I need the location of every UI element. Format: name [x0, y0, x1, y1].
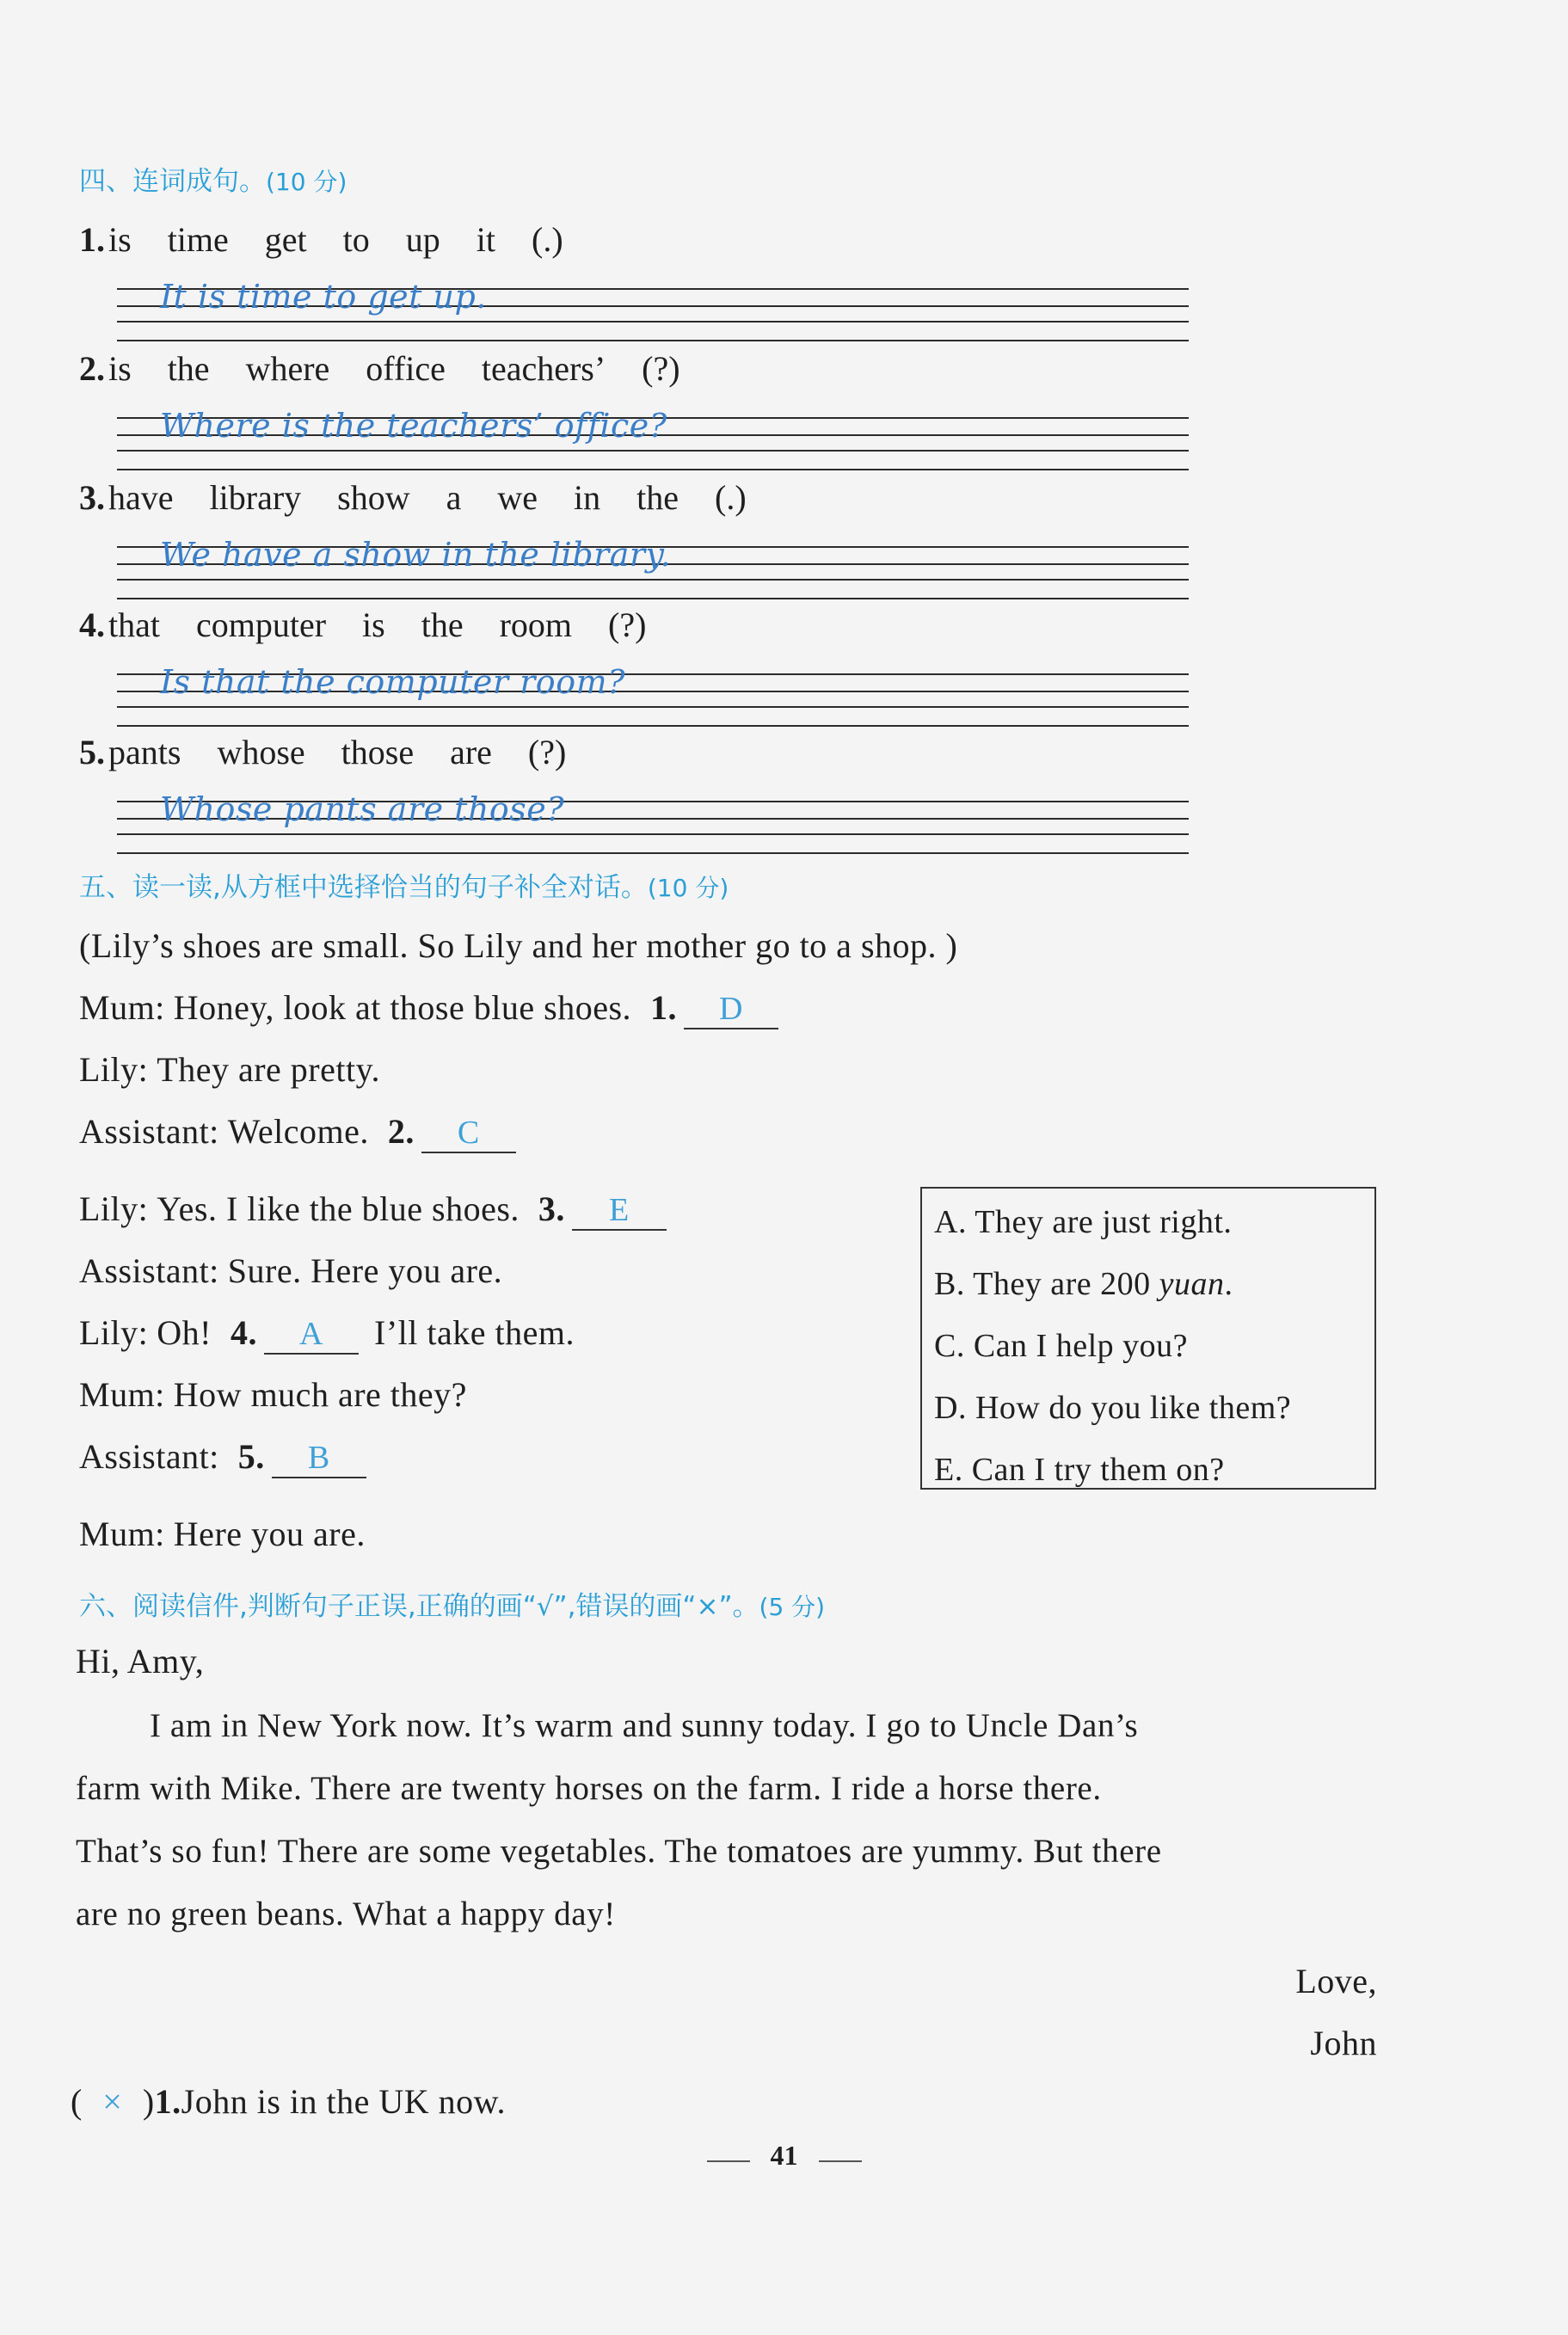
section5-intro: (Lily’s shoes are small. So Lily and her mother go to a shop. ) [79, 926, 958, 965]
answer-blank[interactable]: E [572, 1195, 667, 1231]
scramble-item-4 [79, 605, 646, 645]
speaker: Lily: [79, 1313, 149, 1352]
scramble-word: library [209, 478, 302, 517]
scramble-word: office [366, 349, 446, 388]
option-d: D. How do you like them? [934, 1390, 1292, 1426]
scramble-word: in [574, 478, 601, 517]
letter-line-3: That’s so fun! There are some vegetables. The tomatoes are yummy. But there [76, 1833, 1162, 1870]
section6-heading [79, 1584, 825, 1623]
footer-dash-left [707, 2160, 750, 2162]
scramble-word: whose [217, 733, 305, 771]
handwritten-answer: Is that the computer room? [160, 663, 625, 701]
section5-points: (10 分) [647, 874, 729, 902]
dialogue-text: Honey, look at those blue shoes. [173, 988, 632, 1027]
dialogue-text: Here you are. [173, 1515, 366, 1553]
item-number: 2. [79, 349, 105, 388]
option-e: E. Can I try them on? [934, 1452, 1225, 1488]
dialogue-line [79, 1514, 366, 1554]
dialogue-text-after: I’ll take them. [374, 1313, 575, 1352]
answer-lines-5[interactable] [117, 790, 1189, 856]
scramble-word: up [405, 220, 440, 259]
option-c: C. Can I help you? [934, 1328, 1189, 1364]
speaker: Assistant: [79, 1251, 219, 1290]
dialogue-line [79, 1250, 502, 1291]
scramble-word: the [636, 478, 679, 517]
handwritten-answer: We have a show in the library. [160, 536, 672, 574]
scramble-word: that [108, 605, 160, 644]
letter-closing: Love, [1295, 1962, 1377, 2000]
scramble-item-2 [79, 348, 680, 389]
dialogue-text: Welcome. [227, 1112, 369, 1151]
speaker: Mum: [79, 1515, 165, 1553]
page-number: 41 [770, 2140, 798, 2171]
answer-blank[interactable]: B [272, 1442, 366, 1478]
scramble-word: to [342, 220, 370, 259]
answer-lines-4[interactable] [117, 663, 1189, 728]
scramble-word: pants [108, 733, 181, 771]
scramble-word: show [337, 478, 410, 517]
handwritten-answer: Whose pants are those? [160, 790, 565, 828]
scramble-word: have [108, 478, 174, 517]
answer-lines-1[interactable] [117, 278, 1189, 343]
section4-title: 四、连词成句。 [79, 166, 266, 197]
dialogue-line [79, 987, 778, 1029]
scramble-word: is [362, 605, 385, 644]
scramble-word: the [421, 605, 464, 644]
dialogue-line [79, 1049, 380, 1090]
judge-text: John is in the UK now. [181, 2082, 506, 2121]
section4-points: (10 分) [266, 168, 347, 196]
scramble-word: (?) [642, 349, 680, 388]
scramble-word: we [497, 478, 538, 517]
scramble-word: is [108, 220, 132, 259]
section6-points: (5 分) [759, 1593, 826, 1621]
letter-line-2: farm with Mike. There are twenty horses on the farm. I ride a horse there. [76, 1770, 1102, 1807]
scramble-word: (?) [608, 605, 647, 644]
scramble-word: time [167, 220, 229, 259]
dialogue-line [79, 1189, 667, 1231]
paren-close: ) [142, 2082, 155, 2121]
scramble-word: a [446, 478, 462, 517]
speaker: Mum: [79, 1375, 165, 1414]
blank-number: 5. [237, 1437, 265, 1476]
scramble-word: computer [195, 605, 327, 644]
scramble-word: is [108, 349, 132, 388]
answer-blank[interactable]: A [264, 1318, 359, 1355]
speaker: Lily: [79, 1050, 149, 1089]
speaker: Lily: [79, 1189, 149, 1228]
scramble-word: (.) [715, 478, 747, 517]
letter-body [76, 1694, 1383, 1945]
answer-lines-2[interactable] [117, 407, 1189, 472]
judge-num: 1. [154, 2082, 181, 2121]
dialogue-line [79, 1111, 516, 1153]
speaker: Assistant: [79, 1437, 219, 1476]
speaker: Assistant: [79, 1112, 219, 1151]
paren-open: ( [71, 2082, 83, 2121]
blank-number: 4. [231, 1313, 257, 1352]
handwritten-answer: Where is the teachers’ office? [160, 407, 667, 445]
item-number: 3. [79, 478, 105, 517]
speaker: Mum: [79, 988, 165, 1027]
option-b [934, 1257, 1362, 1319]
scramble-item-5 [79, 732, 566, 772]
letter-line-1: I am in New York now. It’s warm and sunny today. I go to Uncle Dan’s [150, 1707, 1139, 1744]
dialogue-text: How much are they? [173, 1375, 467, 1414]
blank-number: 1. [650, 988, 678, 1027]
handwritten-answer: It is time to get up. [160, 278, 487, 316]
options-box [920, 1187, 1376, 1490]
section6-title: 六、阅读信件,判断句子正误,正确的画“√”,错误的画“×”。 [79, 1591, 759, 1622]
judge-mark[interactable]: × [102, 2082, 123, 2121]
letter-signature: John [1310, 2024, 1377, 2062]
footer-dash-right [819, 2160, 862, 2162]
dialogue-line [79, 1374, 467, 1415]
scramble-word: those [341, 733, 415, 771]
answer-lines-3[interactable] [117, 536, 1189, 601]
section4-heading [79, 159, 347, 198]
letter-greeting: Hi, Amy, [76, 1642, 205, 1681]
option-a: A. They are just right. [934, 1204, 1233, 1240]
scramble-word: (?) [527, 733, 567, 771]
section5-heading [79, 865, 729, 904]
item-number: 1. [79, 220, 105, 259]
scramble-item-3 [79, 477, 747, 518]
dialogue-text: Yes. I like the blue shoes. [157, 1189, 520, 1228]
option-b-text: B. They are 200 yuan. [934, 1266, 1233, 1302]
scramble-word: where [245, 349, 330, 388]
scramble-word: room [499, 605, 573, 644]
blank-number: 2. [387, 1112, 415, 1151]
dialogue-text: They are pretty. [157, 1050, 380, 1089]
blank-number: 3. [538, 1189, 565, 1228]
scramble-item-1 [79, 219, 563, 260]
answer-blank[interactable]: C [421, 1117, 516, 1153]
letter-line-4: are no green beans. What a happy day! [76, 1896, 616, 1933]
page-footer [0, 2140, 1568, 2172]
section5-title: 五、读一读,从方框中选择恰当的句子补全对话。 [79, 872, 648, 903]
dialogue-text: Oh! [157, 1313, 212, 1352]
dialogue-line [79, 1312, 575, 1355]
judge-item-1 [71, 2081, 506, 2122]
scramble-word: (.) [532, 220, 563, 259]
dialogue-line [79, 1436, 366, 1478]
dialogue-text: Sure. Here you are. [227, 1251, 503, 1290]
answer-blank[interactable]: D [684, 993, 778, 1029]
scramble-word: teachers’ [481, 349, 606, 388]
scramble-word: are [450, 733, 492, 771]
scramble-word: get [264, 220, 307, 259]
scramble-word: it [476, 220, 496, 259]
item-number: 5. [79, 733, 105, 771]
scramble-word: the [167, 349, 210, 388]
item-number: 4. [79, 605, 105, 644]
